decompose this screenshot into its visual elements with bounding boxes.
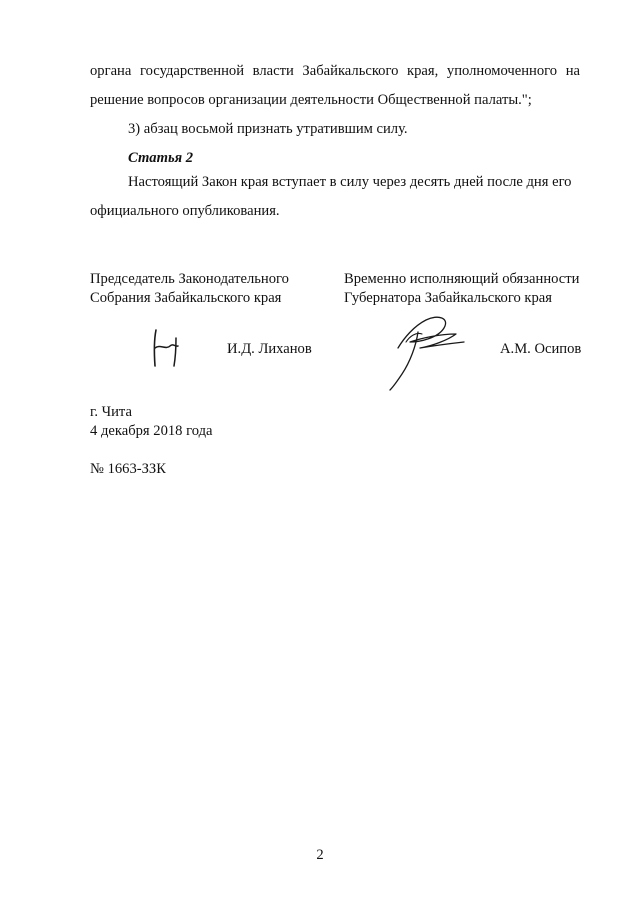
right-signatory-title-line-2: Губернатора Забайкальского края: [344, 290, 552, 306]
list-item-3: 3) абзац восьмой признать утратившим силу.: [128, 121, 408, 137]
article-text-line-1: Настоящий Закон края вступает в силу через десять дней после дня его: [128, 174, 572, 190]
left-signatory-name: И.Д. Лиханов: [227, 341, 312, 357]
law-number: № 1663-ЗЗК: [90, 461, 166, 477]
right-signature: [384, 312, 476, 394]
article-text-line-2: официального опубликования.: [90, 203, 280, 219]
left-signatory-title-line-1: Председатель Законодательного: [90, 271, 289, 287]
date: 4 декабря 2018 года: [90, 423, 213, 439]
left-signature: [148, 326, 188, 370]
body-line-2: решение вопросов организации деятельности Общественной палаты.";: [90, 92, 532, 108]
article-heading: Статья 2: [128, 150, 194, 166]
left-signatory-title-line-2: Собрания Забайкальского края: [90, 290, 282, 306]
body-line-1: органа государственной власти Забайкальского края, уполномоченного на: [90, 63, 580, 79]
right-signatory-title-line-1: Временно исполняющий обязанности: [344, 271, 580, 287]
city: г. Чита: [90, 404, 132, 420]
right-signatory-name: А.М. Осипов: [500, 341, 582, 357]
page-number: 2: [316, 847, 324, 863]
